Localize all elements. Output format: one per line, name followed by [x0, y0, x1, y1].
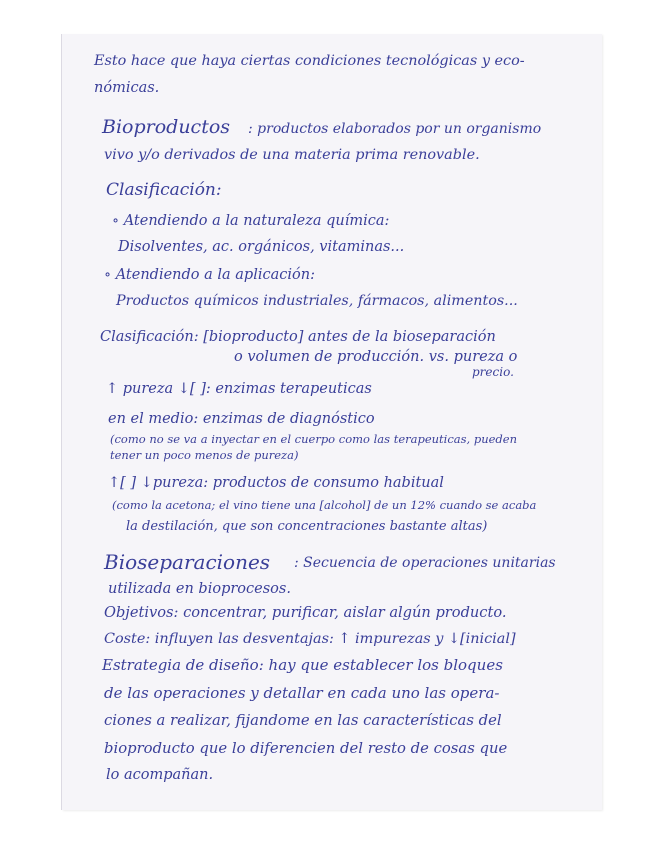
text-line: Clasificación: [bioproducto] antes de la bioseparación [100, 329, 496, 345]
text-line: ↑ pureza ↓[ ]: enzimas terapeuticas [106, 381, 372, 397]
note-line: (como la acetona; el vino tiene una [alcohol] de un 12% cuando se acaba [112, 498, 537, 512]
note-line: la destilación, que son concentraciones bastante altas) [126, 519, 488, 534]
text-line: bioproducto que lo diferencien del resto de cosas que [104, 740, 508, 757]
text-line: o volumen de producción. vs. pureza o [234, 349, 518, 365]
text-line: Estrategia de diseño: hay que establecer los bloques [102, 656, 503, 674]
text-line: utilizada en bioprocesos. [108, 581, 291, 597]
text-line: de las operaciones y detallar en cada uno las opera- [104, 684, 500, 702]
text-line: Coste: influyen las desventajas: ↑ impurezas y ↓[inicial] [104, 631, 516, 647]
text-line: vivo y/o derivados de una materia prima renovable. [104, 147, 480, 163]
text-line: Productos químicos industriales, fármacos, alimentos... [116, 293, 518, 309]
text-line: ciones a realizar, fijandome en las características del [104, 712, 502, 729]
note-line: (como no se va a inyectar en el cuerpo como las terapeuticas, pueden [110, 432, 518, 446]
notebook-page [62, 34, 602, 810]
text-line: precio. [472, 365, 514, 379]
note-line: tener un poco menos de pureza) [110, 448, 299, 462]
bullet-item: ∘ Atendiendo a la naturaleza química: [112, 213, 390, 229]
text-line: : productos elaborados por un organismo [248, 121, 542, 137]
section-heading: Clasificación: [106, 180, 222, 200]
term-heading: Bioproductos [102, 116, 231, 138]
text-line: lo acompañan. [106, 767, 214, 783]
text-line: Objetivos: concentrar, purificar, aislar algún producto. [104, 604, 507, 621]
bullet-item: ∘ Atendiendo a la aplicación: [104, 267, 315, 283]
text-line: Esto hace que haya ciertas condiciones tecnológicas y eco- [94, 53, 525, 69]
text-line: nómicas. [94, 80, 160, 96]
text-line: ↑[ ] ↓pureza: productos de consumo habitual [108, 475, 444, 491]
text-line: Disolventes, ac. orgánicos, vitaminas... [118, 239, 405, 255]
text-line: en el medio: enzimas de diagnóstico [108, 411, 375, 427]
text-line: : Secuencia de operaciones unitarias [294, 555, 556, 571]
term-heading: Bioseparaciones [104, 550, 271, 574]
